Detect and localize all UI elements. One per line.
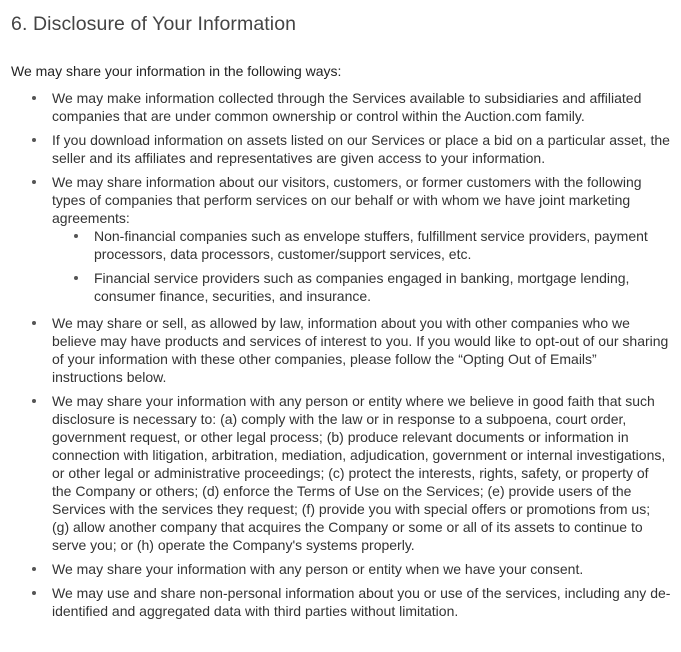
company-types-list (52, 227, 671, 305)
list-item (52, 173, 671, 305)
list-item (52, 314, 671, 386)
list-item-text: We may make information collected through the Services available to subsidiaries and affiliated companies that are under common ownership or control within the Auction.com family. (52, 90, 642, 124)
list-item (52, 131, 671, 167)
sub-list-item-text: Non-financial companies such as envelope stuffers, fulfillment service providers, payment processors, data processors, customer/support services, etc. (94, 228, 648, 262)
section-title: 6. Disclosure of Your Information (11, 13, 297, 35)
list-item (52, 584, 671, 620)
list-item (52, 560, 671, 578)
list-item-text: We may share your information with any person or entity where we believe in good faith that such disclosure is necessary to: (a) comply with the law or in response to a subpoena, court order, government request, or other legal process; (b) produce relevant documents or information in connection with litigation, arbitration, mediation, adjudication, government or internal investigations, or other legal or administrative proceedings; (c) protect the interests, rights, safety, or property of the Company or others; (d) enforce the Terms of Use on the Services; (e) provide users of the Services with the services they request; (f) provide you with special offers or promotions from us; (g) allow another company that acquires the Company or some or all of its assets to continue to serve you; or (h) operate the Company's systems properly. (52, 393, 666, 553)
disclosure-list (11, 89, 671, 620)
list-item (52, 392, 671, 554)
sub-list-item-text: Financial service providers such as companies engaged in banking, mortgage lending, consumer finance, securities, and insurance. (94, 270, 630, 304)
sub-list-item (94, 269, 671, 305)
list-item-text: We may share or sell, as allowed by law, information about you with other companies who we believe may have products and services of interest to you. If you would like to opt-out of our sharing of your information with these other companies, please follow the “Opting Out of Emails” instructions below. (52, 315, 669, 385)
sub-list-item (94, 227, 671, 263)
list-item (52, 89, 671, 125)
section-intro: We may share your information in the following ways: (11, 63, 342, 79)
list-item-text: We may share your information with any person or entity when we have your consent. (52, 561, 584, 577)
list-item-text: If you download information on assets listed on our Services or place a bid on a particular asset, the seller and its affiliates and representatives are given access to your information. (52, 132, 670, 166)
list-item-text: We may use and share non-personal information about you or use of the services, including any de-identified and aggregated data with third parties without limitation. (52, 585, 671, 619)
list-item-text: We may share information about our visitors, customers, or former customers with the following types of companies that perform services on our behalf or with whom we have joint marketing agreements: (52, 174, 642, 226)
